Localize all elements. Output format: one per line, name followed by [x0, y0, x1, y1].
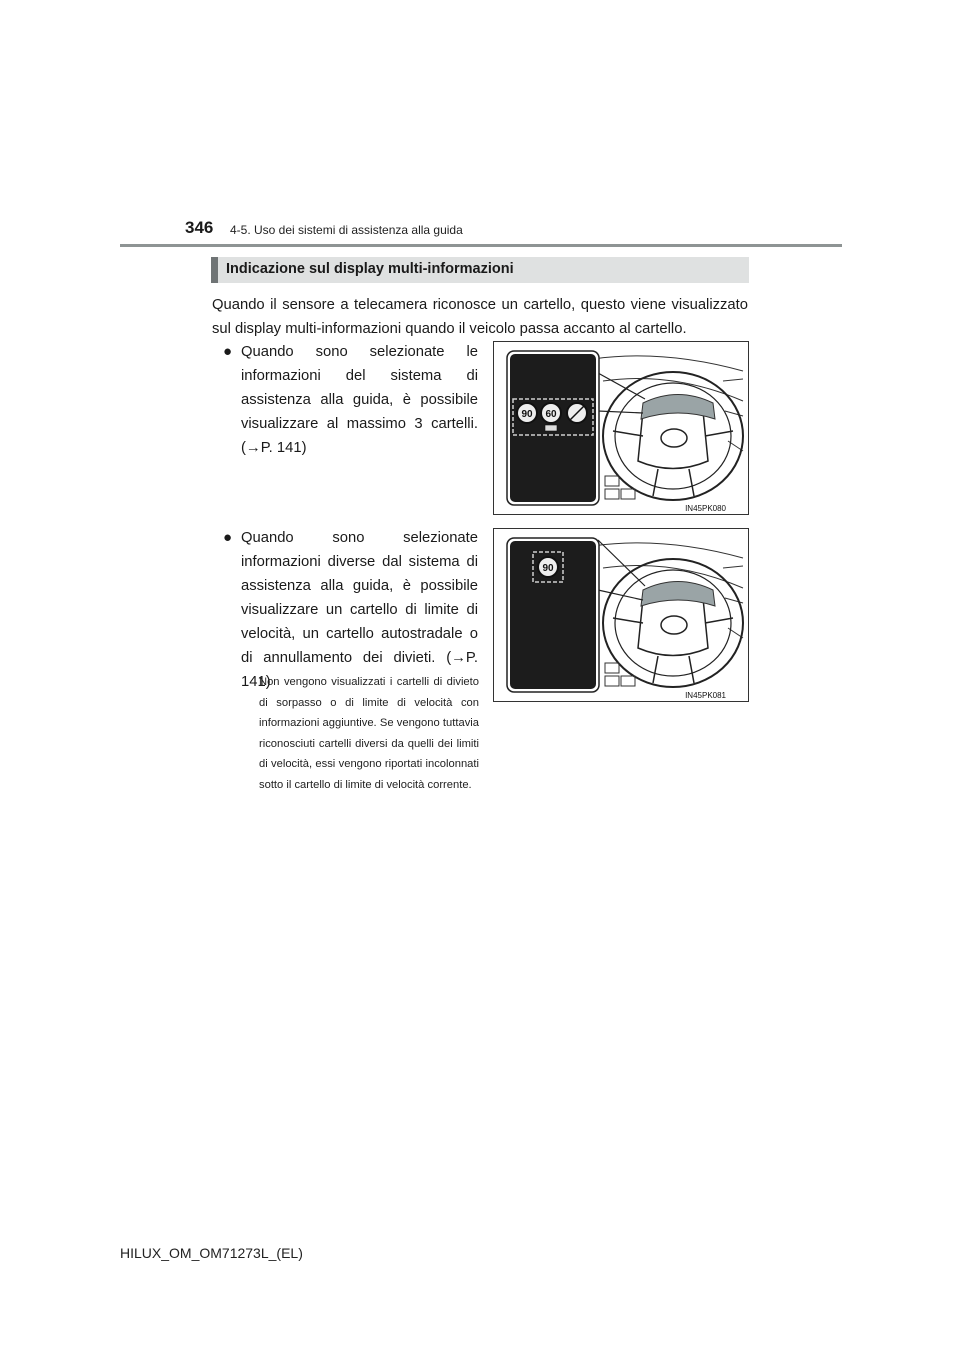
- bullet-marker: ●: [223, 529, 233, 546]
- dashboard-illustration: [493, 528, 749, 702]
- bullet-item: [223, 340, 478, 460]
- sign-90-label: 90: [542, 563, 554, 574]
- bullet-item: [223, 526, 478, 694]
- sign-60-label: 60: [545, 409, 557, 420]
- sign-90-label: 90: [521, 409, 533, 420]
- figure-code: IN45PK081: [685, 691, 726, 700]
- chapter-title: 4-5. Uso dei sistemi di assistenza alla guida: [230, 223, 463, 237]
- figure-three-signs: [493, 341, 749, 515]
- bullet-text: Quando sono selezionate le informazioni del sistema di assistenza alla guida, è possibile visualizzare al massimo 3 cartelli. (→P. 141): [241, 344, 478, 456]
- note-paragraph: Non vengono visualizzati i cartelli di divieto di sorpasso o di limite di velocità con informazioni aggiuntive. Se vengono tuttavia riconosciuti cartelli diversi da quelli dei limiti di velocità, essi vengono riportati incolonnati sotto il cartello di limite di velocità corrente.: [259, 676, 479, 791]
- dashboard-illustration: [493, 341, 749, 515]
- section-title: Indicazione sul display multi-informazioni: [226, 261, 514, 277]
- page-number: 346: [185, 218, 214, 237]
- header-rule: [120, 244, 842, 247]
- intro-paragraph: Quando il sensore a telecamera riconosce un cartello, questo viene visualizzato sul display multi-informazioni quando il veicolo passa accanto al cartello.: [212, 297, 748, 337]
- footer-doc-code: HILUX_OM_OM71273L_(EL): [120, 1245, 303, 1261]
- figure-code: IN45PK080: [685, 504, 726, 513]
- figure-one-sign: [493, 528, 749, 702]
- bullet-text: Quando sono selezionate informazioni diverse dal sistema di assistenza alla guida, è possibile visualizzare un cartello di limite di velocità, un cartello autostradale o di annullamento dei divieti. (→P. 141): [241, 530, 478, 690]
- section-heading: [211, 257, 749, 283]
- bullet-marker: ●: [223, 343, 233, 360]
